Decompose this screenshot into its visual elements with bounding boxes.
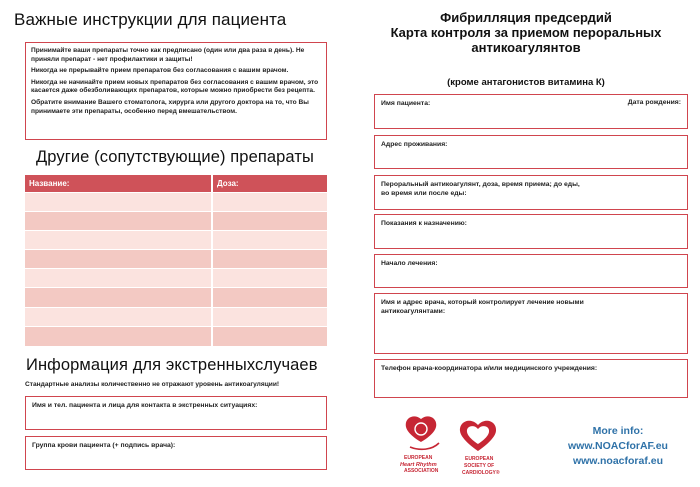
- website-link-2[interactable]: www.noacforaf.eu: [572, 455, 664, 467]
- dose-cell[interactable]: [212, 250, 327, 269]
- patient-name-label: Имя пациента:: [381, 100, 431, 107]
- table-row: [25, 288, 327, 307]
- start-date-field[interactable]: [374, 254, 688, 288]
- table-row: [25, 230, 327, 249]
- instruction-4: Обратите внимание Вашего стоматолога, хирурга или другого доктора на то, что Вы принимаете эти препараты, особенно перед вмешательством.: [31, 98, 309, 115]
- anticoagulant-field[interactable]: [374, 175, 688, 210]
- dose-cell[interactable]: [212, 192, 327, 211]
- esc-line-3: CARDIOLOGY®: [462, 470, 500, 476]
- instructions-box: [25, 42, 327, 140]
- dose-cell[interactable]: [212, 307, 327, 326]
- card-title-line-2: Карта контроля за приемом пероральных: [390, 25, 662, 40]
- anticoagulant-label-1: Пероральный антикоагулянт, доза, время приема; до еды,: [381, 181, 580, 188]
- table-row: [25, 250, 327, 269]
- dose-cell[interactable]: [212, 269, 327, 288]
- name-cell[interactable]: [25, 192, 212, 211]
- name-cell[interactable]: [25, 307, 212, 326]
- patient-name-field[interactable]: [374, 94, 688, 129]
- table-row: [25, 326, 327, 345]
- name-cell[interactable]: [25, 288, 212, 307]
- name-cell[interactable]: [25, 250, 212, 269]
- name-cell[interactable]: [25, 269, 212, 288]
- table-row: [25, 269, 327, 288]
- more-info-label: More info:: [592, 425, 644, 437]
- instruction-3: Никогда не начинайте прием новых препаратов без согласования с вашим врачом, это касается даже обезболивающих препаратов, которые можно приобрести без рецепта.: [31, 78, 319, 95]
- indications-label: Показания к назначению:: [381, 220, 467, 227]
- phone-field[interactable]: [374, 359, 688, 398]
- dose-cell[interactable]: [212, 288, 327, 307]
- doctor-label-1: Имя и адрес врача, который контролирует лечение новыми: [381, 299, 584, 306]
- name-cell[interactable]: [25, 211, 212, 230]
- table-row: [25, 307, 327, 326]
- instruction-1: Принимайте ваши препараты точно как предписано (один или два раза в день). Не приняли препарат - нет профилактики и защиты!: [31, 47, 305, 63]
- card-title-line-1: Фибрилляция предсердий: [440, 10, 612, 25]
- esc-logo: [460, 421, 500, 476]
- instruction-2: Никогда не прерывайте прием препаратов без согласования с вашим врачом.: [31, 67, 289, 75]
- blood-type-label: Группа крови пациента (+ подпись врача):: [32, 442, 176, 449]
- dose-cell[interactable]: [212, 326, 327, 345]
- esc-line-2: SOCIETY OF: [464, 463, 495, 469]
- esc-line-1: EUROPEAN: [465, 456, 494, 462]
- name-cell[interactable]: [25, 326, 212, 345]
- emergency-title: Информация для экстренныхслучаев: [26, 356, 318, 374]
- dob-label: Дата рождения:: [627, 99, 681, 106]
- emergency-contact-field[interactable]: [25, 396, 327, 430]
- dose-cell[interactable]: [212, 211, 327, 230]
- logos: [396, 415, 516, 480]
- anticoagulant-label-2: во время или после еды:: [381, 190, 467, 197]
- ehra-line-3: ASSOCIATION: [404, 468, 439, 474]
- doctor-field[interactable]: [374, 293, 688, 354]
- instructions-title: Важные инструкции для пациента: [14, 10, 287, 29]
- col-header-dose: Доза:: [212, 175, 327, 192]
- blood-type-field[interactable]: [25, 436, 327, 470]
- other-meds-title: Другие (сопутствующие) препараты: [36, 148, 314, 166]
- card-title: [365, 10, 687, 55]
- more-info: [548, 424, 688, 469]
- website-link-1[interactable]: www.NOACforAF.eu: [568, 440, 668, 452]
- name-cell[interactable]: [25, 230, 212, 249]
- emergency-contact-label: Имя и тел. пациента и лица для контакта в экстренных ситуациях:: [32, 402, 258, 409]
- indications-field[interactable]: [374, 214, 688, 249]
- ehra-line-2: Heart Rhythm: [400, 462, 437, 468]
- table-row: [25, 192, 327, 211]
- address-field[interactable]: [374, 135, 688, 169]
- medications-table: [25, 175, 327, 346]
- address-label: Адрес проживания:: [381, 141, 448, 148]
- ehra-logo: [400, 416, 439, 474]
- doctor-label-2: антикоагулянтами:: [381, 308, 446, 315]
- card-title-line-3: антикоагулянтов: [471, 40, 581, 55]
- table-row: [25, 211, 327, 230]
- ehra-line-1: EUROPEAN: [404, 455, 433, 461]
- dose-cell[interactable]: [212, 230, 327, 249]
- phone-label: Телефон врача-координатора и/или медицинского учреждения:: [381, 365, 598, 372]
- col-header-name: Название:: [25, 175, 212, 192]
- card-subtitle: (кроме антагонистов витамина К): [447, 77, 605, 88]
- start-date-label: Начало лечения:: [381, 260, 438, 267]
- emergency-note: Стандартные анализы количественно не отражают уровень антикоагуляции!: [25, 381, 280, 388]
